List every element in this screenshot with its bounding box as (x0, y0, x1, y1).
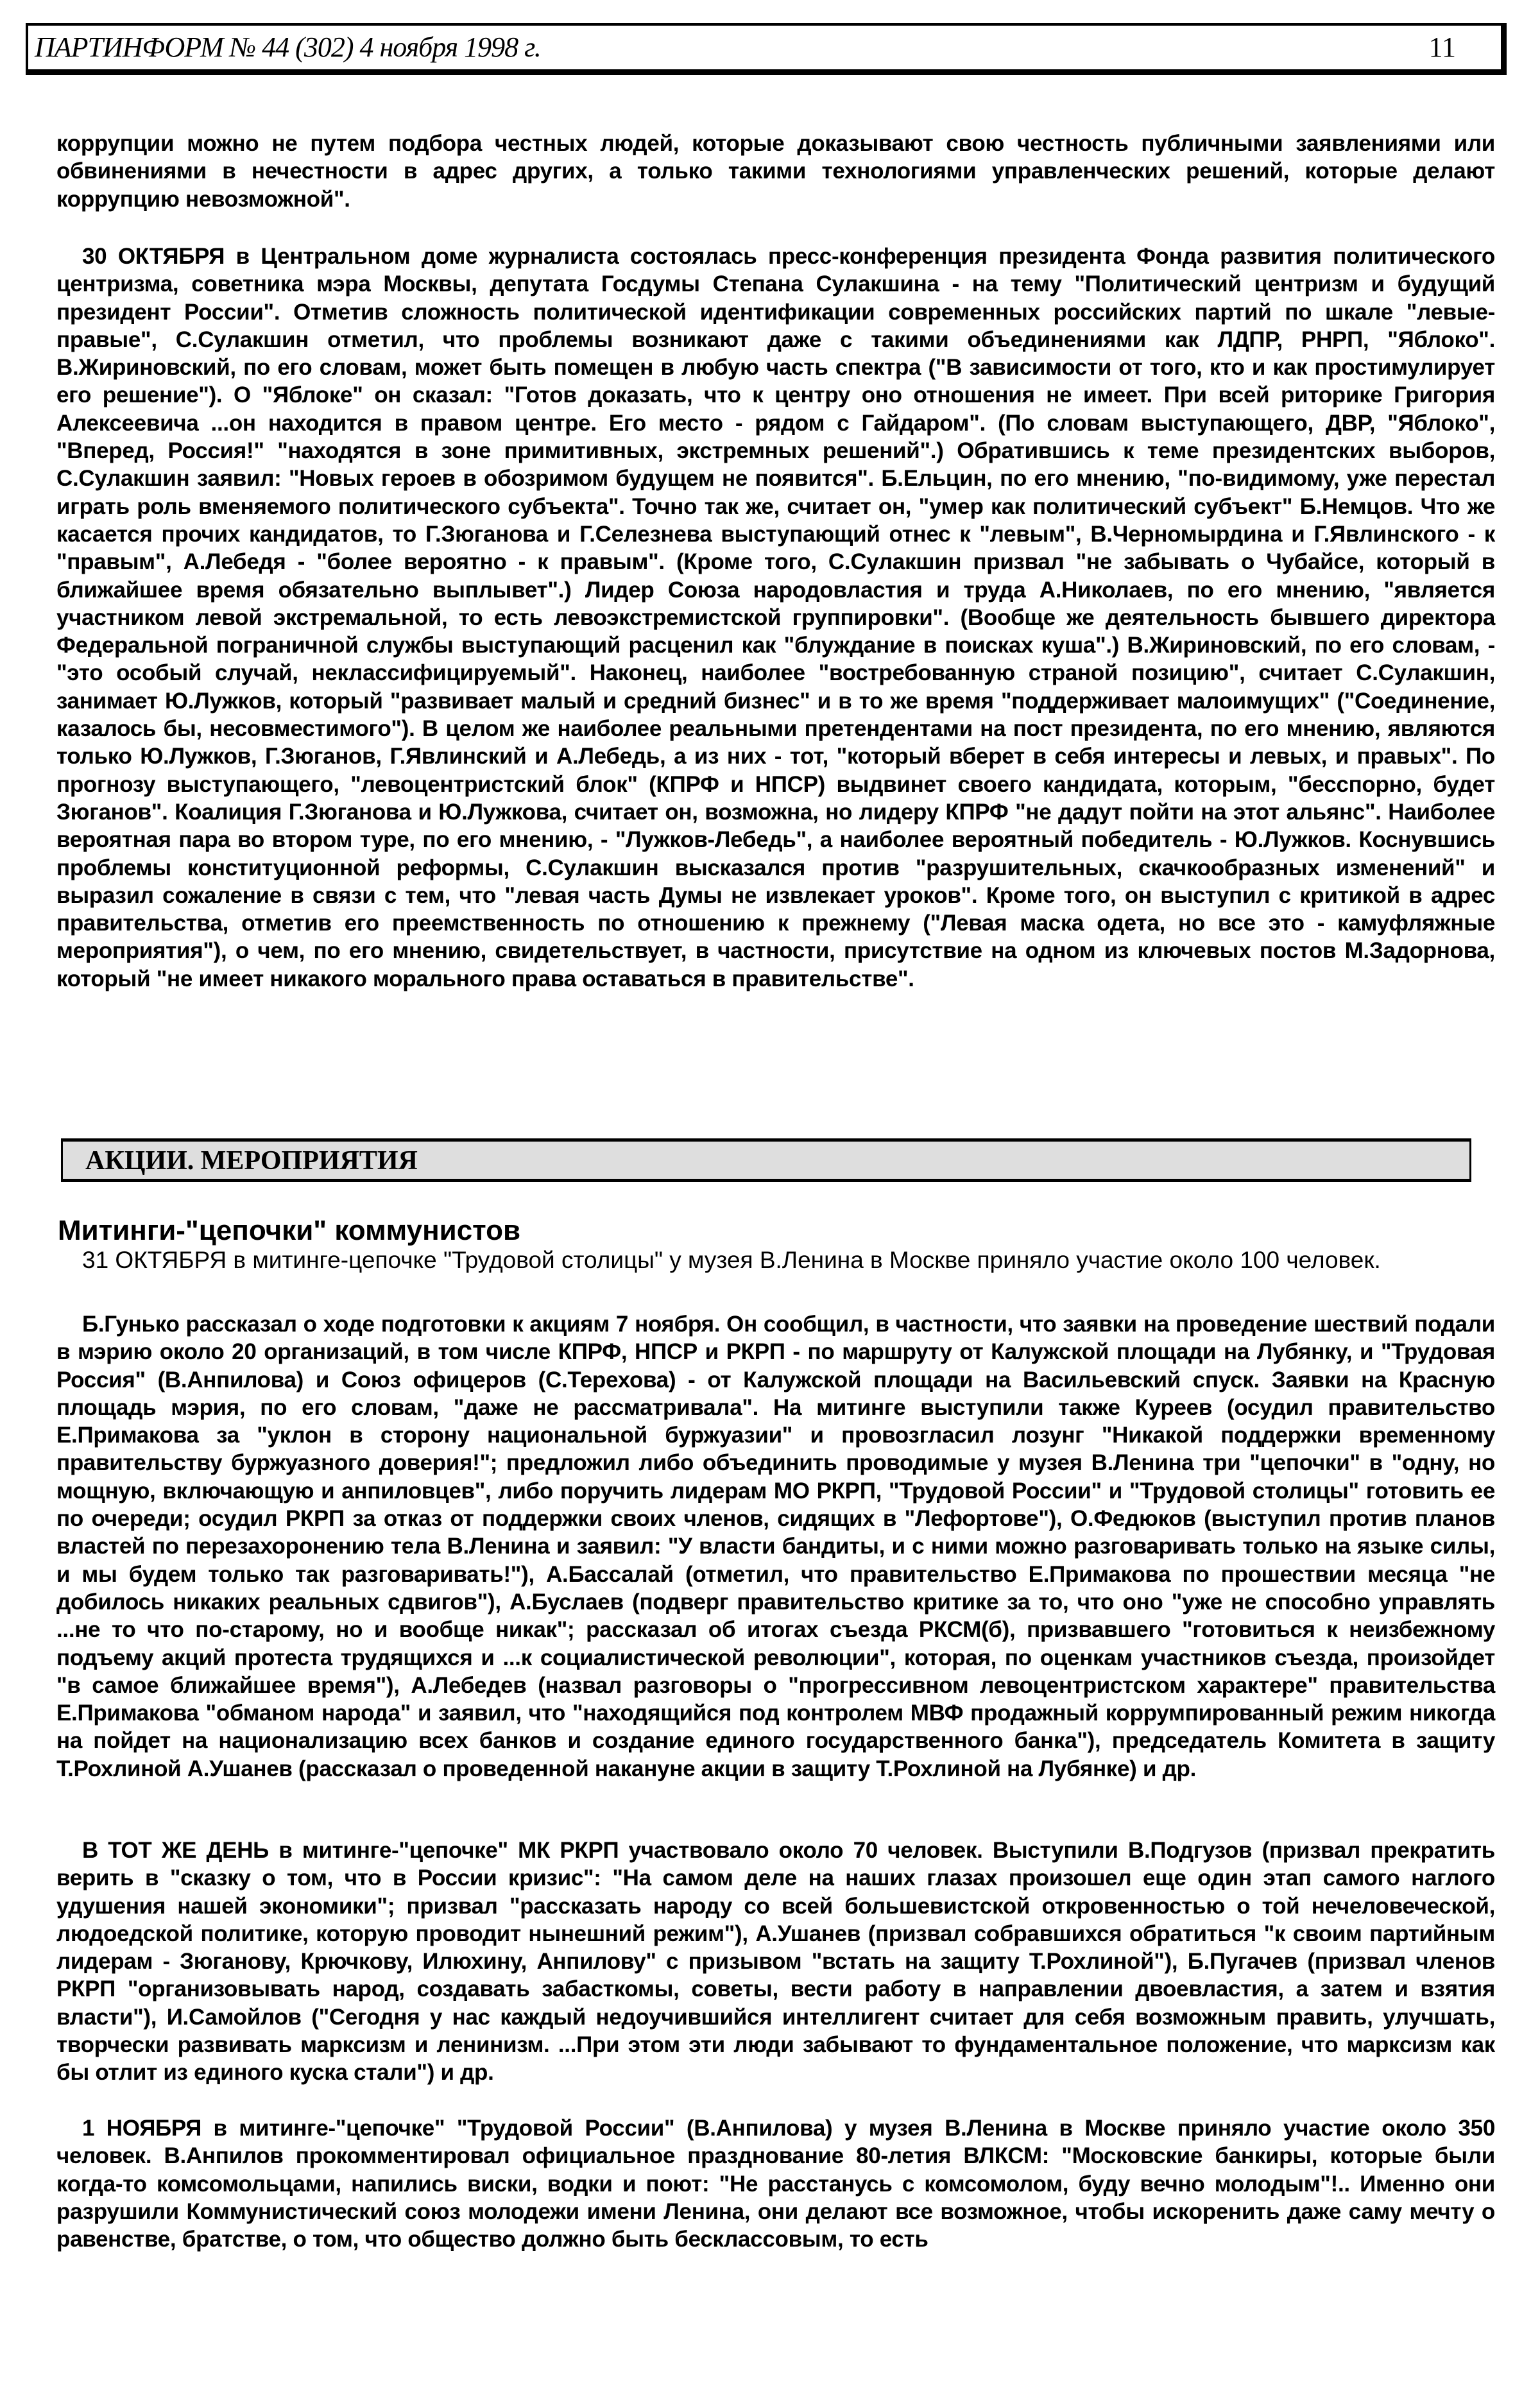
article-headline: Митинги-"цепочки" коммунистов (58, 1215, 521, 1246)
paragraph-oct31: 31 ОКТЯБРЯ в митинге-цепочке "Трудовой столицы" у музея В.Ленина в Москве приняло участие около 100 человек. (82, 1247, 1381, 1273)
paragraph-gunko: Б.Гунько рассказал о ходе подготовки к акциям 7 ноября. Он сообщил, в частности, что заявки на проведение шествий подали в мэрию около 20 организаций, в том числе КПРФ, НПСР и РКРП - по маршруту от Калужской площади на Лубянку, и "Трудовая Россия" (В.Анпилова) и Союз офицеров (С.Терехова) - от Калужской площади на Васильевский спуск. Заявки на Красную площадь мэрия, по его словам, "даже не рассматривала". На митинге выступили также Куреев (осудил правительство Е.Примакова за "уклон в сторону национальной буржуазии" и провозгласил лозунг "Никакой поддержки временному правительству буржуазного доверия!"; предложил либо объединить проводимые у музея В.Ленина три "цепочки" в "одну, но мощную, включающую и анпиловцев", либо поручить лидерам МО РКРП, "Трудовой России" и "Трудовой столицы" готовить ее по очереди; осудил РКРП за отказ от поддержки своих членов, сидящих в "Лефортове"), О.Федюков (выступил против планов властей по перезахоронению тела В.Ленина и заявил: "У власти бандиты, и с ними можно разговаривать только на языке силы, и мы будем только так разговаривать!"), А.Бассалай (отметил, что правительство Е.Примакова по прошествии месяца "не добилось никаких реальных сдвигов"), А.Буслаев (подверг правительство критике за то, что оно "уже не способно управлять ...не то что по-старому, но и вообще никак"; рассказал об итогах съезда РКСМ(б), призвавшего "готовиться к неизбежному подъему акций протеста трудящихся и ...к социалистической революции", которая, по оценкам участников съезда, произойдет "в самое ближайшее время"), А.Лебедев (назвал разговоры о "прогрессивном левоцентристском характере" правительства Е.Примакова "обманом народа" и заявил, что "находящийся под контролем МВФ продажный коррумпированный режим никогда на пойдет на национализацию всех банков и создание единого государственного банка"), председатель Комитета в защиту Т.Рохлиной А.Ушанев (рассказал о проведенной накануне акции в защиту Т.Рохлиной на Лубянке) и др. (56, 1312, 1495, 1781)
paragraph-press-conference: 30 ОКТЯБРЯ в Центральном доме журналиста состоялась пресс-конференция президента Фонда развития политического центризма, советника мэра Москвы, депутата Госдумы Степана Сулакшина - на тему "Политический центризм и будущий президент России". Отметив сложность политической идентификации современных российских партий по шкале "левые-правые", С.Сулакшин отметил, что проблемы возникают даже с такими объединениями как ЛДПР, РНРП, "Яблоко". В.Жириновский, по его словам, может быть помещен в любую часть спектра ("В зависимости от того, кто и как простимулирует его решение"). О "Яблоке" он сказал: "Готов доказать, что к центру оно отношения не имеет. При всей риторике Григория Алексеевича ...он находится в правом центре. Его место - рядом с Гайдаром". (По словам выступающего, ДВР, "Яблоко", "Вперед, Россия!" "находятся в зоне примитивных, экстремных решений".) Обратившись к теме президентских выборов, С.Сулакшин заявил: "Новых героев в обозримом будущем не появится". Б.Ельцин, по его мнению, "по-видимому, уже перестал играть роль вменяемого политического субъекта". Точно так же, считает он, "умер как политический субъект" Б.Немцов. Что же касается прочих кандидатов, то Г.Зюганова и Г.Селезнева выступающий отнес к "левым", В.Черномырдина и Г.Явлинского - к "правым", А.Лебедя - "более вероятно - к правым". (Кроме того, С.Сулакшин призвал "не забывать о Чубайсе, который в ближайшее время обязательно выплывет".) Лидер Союза народовластия и труда А.Николаев, по его мнению, "является участником левой экстремальной, то есть левоэкстремистской группировки". (Вообще же деятельность бывшего директора Федеральной пограничной службы выступающий расценил как "блуждание в поисках куша".) В.Жириновский, по его словам, - "это особый случай, неклассифицируемый". Наконец, наиболее "востребованную страной позицию", считает С.Сулакшин, занимает Ю.Лужков, который "развивает малый и средний бизнес" и в то же время "поддерживает малоимущих" ("Соединение, казалось бы, несовместимого"). В целом же наиболее реальными претендентами на пост президента, по его мнению, являются только Ю.Лужков, Г.Зюганов, Г.Явлинский и А.Лебедь, а из них - тот, "который вберет в себя интересы и левых, и правых". По прогнозу выступающего, "левоцентристский блок" (КПРФ и НПСР) выдвинет своего кандидата, которым, "бесспорно, будет Зюганов". Коалиция Г.Зюганова и Ю.Лужкова, считает он, возможна, но лидеру КПРФ "не дадут пойти на этот альянс". Наиболее вероятная пара во втором туре, по его мнению, - "Лужков-Лебедь", а наиболее вероятный победитель - Ю.Лужков. Коснувшись проблемы конституционной реформы, С.Сулакшин высказался против "разрушительных, скачкообразных изменений" и выразил сожаление в связи с тем, что "левая часть Думы не извлекает уроков". Кроме того, он выступил с критикой в адрес правительства, отметив его преемственность по отношению к прежнему ("Левая маска одета, но все это - камуфляжные мероприятия"), о чем, по его мнению, свидетельствует, в частности, присутствие на одном из ключевых постов М.Задорнова, который "не имеет никакого морального права оставаться в правительстве". (56, 244, 1495, 991)
paragraph-continuation: коррупции можно не путем подбора честных людей, которые доказывают свою честность публичными заявлениями или обвинениями в нечестности в адрес других, а только такими технологиями управленческих решений, которые делают коррупцию невозможной". (56, 131, 1495, 212)
page-header (26, 23, 1507, 75)
section-title: АКЦИИ. МЕРОПРИЯТИЯ (85, 1146, 418, 1176)
section-heading-box (61, 1138, 1471, 1182)
paragraph-same-day: В ТОТ ЖЕ ДЕНЬ в митинге-"цепочке" МК РКРП участвовало около 70 человек. Выступили В.Подгузов (призвал прекратить верить в "сказку о том, что в России кризис": "На самом деле на наших глазах произошел еще один этап самого наглого удушения нашей экономики"; призвал "рассказать народу со всей большевистской откровенностью о той нечеловеческой, людоедской политике, которую проводит нынешний режим"), А.Ушанев (призвал собравшихся обратиться "к своим партийным лидерам - Зюганову, Крючкову, Илюхину, Анпилову" с призывом "встать на защиту Т.Рохлиной"), Б.Пугачев (призвал членов РКРП "организовывать народ, создавать забасткомы, советы, вести работу в направлении двоевластия, а затем и взятия власти"), И.Самойлов ("Сегодня у нас каждый недоучившийся интеллигент считает для себя возможным править, улучшать, творчески развивать марксизм и ленинизм. ...При этом эти люди забывают то фундаментальное положение, что марксизм как бы отлит из единого куска стали") и др. (56, 1838, 1495, 2086)
paragraph-nov1: 1 НОЯБРЯ в митинге-"цепочке" "Трудовой России" (В.Анпилова) у музея В.Ленина в Москве приняло участие около 350 человек. В.Анпилов прокомментировал официальное празднование 80-летия ВЛКСМ: "Московские банкиры, которые были когда-то комсомольцами, напились виски, водки и поют: "Не расстанусь с комсомолом, буду вечно молодым"!.. Именно они разрушили Коммунистический союз молодежи имени Ленина, они делают все возможное, чтобы искоренить даже саму мечту о равенстве, братстве, о том, что общество должно быть бесклассовым, то есть (56, 2116, 1495, 2252)
page-number: 11 (1428, 31, 1456, 63)
publication-title: ПАРТИНФОРМ № 44 (302) 4 ноября 1998 г. (35, 31, 541, 63)
